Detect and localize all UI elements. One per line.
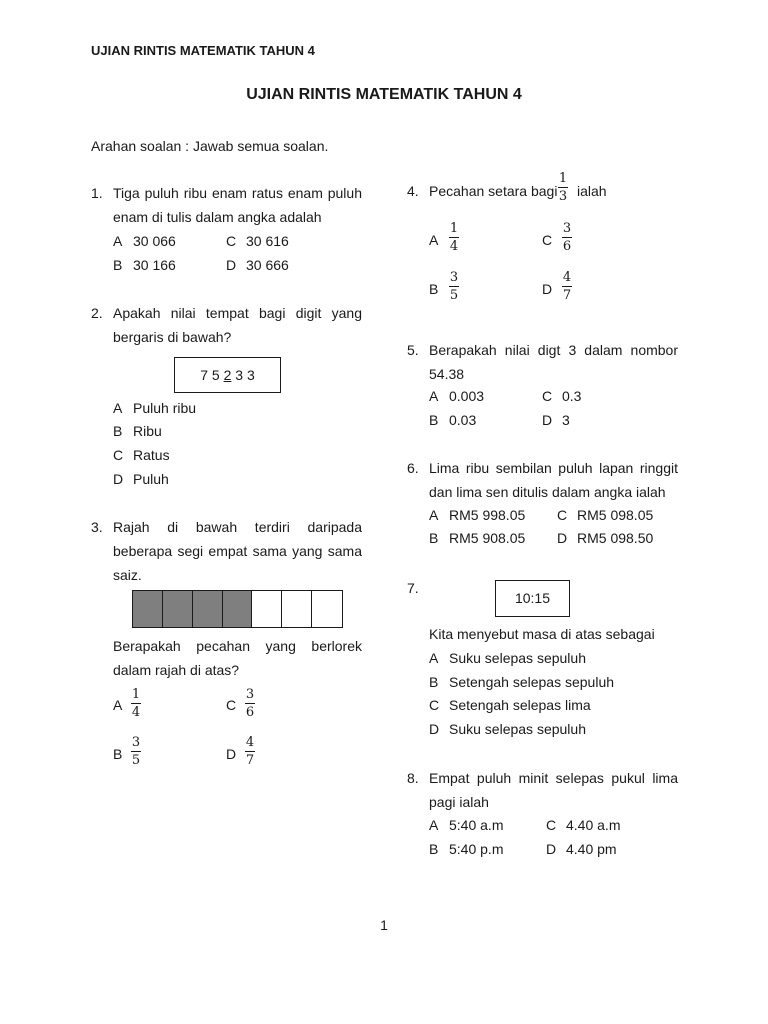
denominator: 6 <box>245 705 255 720</box>
option-letter: D <box>542 281 553 297</box>
option-a <box>113 400 196 416</box>
option-text: Puluh <box>133 471 169 487</box>
fraction <box>558 172 568 203</box>
number-box <box>174 357 281 393</box>
option-text: RM5 098.05 <box>577 507 654 523</box>
option-letter: C <box>546 817 557 833</box>
squares-diagram <box>132 590 343 628</box>
option-d <box>226 257 289 273</box>
shaded-square <box>133 591 163 627</box>
question-number: 6. <box>407 460 419 476</box>
numerator: 1 <box>558 171 568 186</box>
option-text: RM5 908.05 <box>449 530 526 546</box>
option-text: Suku selepas sepuluh <box>449 721 586 737</box>
fraction-bar <box>449 286 459 287</box>
option-c <box>542 388 581 404</box>
question-text: Lima ribu sembilan puluh lapan ringgit dan lima sen ditulis dalam angka ialah <box>429 460 678 500</box>
option-text: 0.3 <box>562 388 582 404</box>
option-c <box>429 697 591 713</box>
option-c <box>226 233 289 249</box>
denominator: 4 <box>131 705 141 720</box>
fraction-bar <box>562 286 572 287</box>
question-text: ialah <box>577 183 607 199</box>
option-letter: B <box>113 746 123 762</box>
numerator: 4 <box>245 735 255 750</box>
option-a <box>113 233 176 249</box>
option-a <box>429 507 525 523</box>
option-d <box>113 471 169 487</box>
option-letter: C <box>557 507 568 523</box>
option-letter: C <box>429 697 440 713</box>
option-letter: D <box>542 412 553 428</box>
option-c <box>557 507 653 523</box>
option-b <box>113 423 162 439</box>
option-letter: C <box>113 447 124 463</box>
option-text: Setengah selepas lima <box>449 697 591 713</box>
option-letter: B <box>429 530 439 546</box>
page-number: 1 <box>380 917 388 933</box>
option-text: Setengah selepas sepuluh <box>449 674 615 690</box>
option-text: Ratus <box>133 447 170 463</box>
option-letter: B <box>429 281 439 297</box>
option-text: 5:40 p.m <box>449 841 504 857</box>
option-letter: A <box>113 400 123 416</box>
running-header: UJIAN RINTIS MATEMATIK TAHUN 4 <box>91 43 315 58</box>
option-d <box>546 841 617 857</box>
underlined-digit: 2 <box>223 367 232 383</box>
option-letter: A <box>429 232 439 248</box>
fraction-bar <box>245 703 255 704</box>
option-letter: A <box>429 650 439 666</box>
option-letter: B <box>113 257 123 273</box>
fraction-option-c <box>562 222 572 253</box>
option-text: 4.40 pm <box>566 841 617 857</box>
option-letter: A <box>429 817 439 833</box>
shaded-square <box>223 591 253 627</box>
question-number: 4. <box>407 183 419 199</box>
number-part: 7 5 <box>200 367 224 383</box>
option-text: 30 066 <box>133 233 176 249</box>
number-part: 3 3 <box>231 367 255 383</box>
fraction-option-b <box>449 271 459 302</box>
option-letter: C <box>226 233 237 249</box>
option-letter: D <box>429 721 440 737</box>
option-letter: A <box>429 507 439 523</box>
denominator: 5 <box>449 288 459 303</box>
fraction-bar <box>449 237 459 238</box>
option-b <box>429 841 503 857</box>
question-text: Empat puluh minit selepas pukul lima pagi ialah <box>429 770 678 810</box>
option-letter: D <box>226 257 237 273</box>
option-text: RM5 998.05 <box>449 507 526 523</box>
fraction-option-b <box>131 736 141 767</box>
numerator: 3 <box>245 687 255 702</box>
question-text: Tiga puluh ribu enam ratus enam puluh enam di tulis dalam angka adalah <box>113 185 362 225</box>
denominator: 5 <box>131 753 141 768</box>
fraction-option-d <box>562 271 572 302</box>
question-text: Pecahan setara bagi <box>429 183 558 199</box>
option-d <box>429 721 586 737</box>
question-number: 5. <box>407 342 419 358</box>
fraction-option-d <box>245 736 255 767</box>
option-letter: B <box>429 674 439 690</box>
option-b <box>113 257 176 273</box>
option-c <box>113 447 170 463</box>
option-text: Suku selepas sepuluh <box>449 650 586 666</box>
option-text: 30 666 <box>246 257 289 273</box>
numerator: 1 <box>131 687 141 702</box>
option-d <box>542 412 570 428</box>
option-a <box>429 388 484 404</box>
denominator: 7 <box>245 753 255 768</box>
option-letter: D <box>546 841 557 857</box>
fraction-bar <box>562 237 572 238</box>
option-letter: D <box>226 746 237 762</box>
fraction-bar <box>558 187 568 188</box>
question-number: 1. <box>91 185 103 201</box>
fraction-option-a <box>449 222 459 253</box>
denominator: 6 <box>562 239 572 254</box>
denominator: 4 <box>449 239 459 254</box>
option-b <box>429 530 525 546</box>
option-letter: B <box>429 412 439 428</box>
option-c <box>546 817 620 833</box>
fraction-bar <box>245 751 255 752</box>
question-text: Rajah di bawah terdiri daripada beberapa segi empat sama yang sama saiz. <box>113 519 362 583</box>
option-letter: C <box>542 232 553 248</box>
numerator: 3 <box>562 221 572 236</box>
option-letter: C <box>226 697 237 713</box>
numerator: 3 <box>449 270 459 285</box>
option-letter: D <box>557 530 568 546</box>
option-letter: B <box>113 423 123 439</box>
unshaded-square <box>252 591 282 627</box>
option-text: RM5 098.50 <box>577 530 654 546</box>
shaded-square <box>163 591 193 627</box>
numerator: 1 <box>449 221 459 236</box>
fraction-option-a <box>131 688 141 719</box>
option-d <box>557 530 653 546</box>
option-b <box>429 674 614 690</box>
option-text: 0.003 <box>449 388 485 404</box>
option-text: 4.40 a.m <box>566 817 621 833</box>
option-a <box>429 817 503 833</box>
option-letter: D <box>113 471 124 487</box>
numerator: 4 <box>562 270 572 285</box>
option-text: Ribu <box>133 423 162 439</box>
question-number: 2. <box>91 305 103 321</box>
option-letter: A <box>429 388 439 404</box>
question-number: 3. <box>91 519 103 535</box>
fraction-bar <box>131 703 141 704</box>
option-b <box>429 412 476 428</box>
question-number: 7. <box>407 580 419 596</box>
option-text: 3 <box>562 412 570 428</box>
option-letter: A <box>113 697 123 713</box>
shaded-square <box>193 591 223 627</box>
option-letter: A <box>113 233 123 249</box>
option-text: 30 616 <box>246 233 289 249</box>
question-text: Apakah nilai tempat bagi digit yang bergaris di bawah? <box>113 305 362 345</box>
instruction: Arahan soalan : Jawab semua soalan. <box>91 138 329 154</box>
option-text: 30 166 <box>133 257 176 273</box>
fraction-bar <box>131 751 141 752</box>
unshaded-square <box>312 591 341 627</box>
option-text: Puluh ribu <box>133 400 197 416</box>
unshaded-square <box>282 591 312 627</box>
time-box: 10:15 <box>495 580 570 617</box>
option-letter: B <box>429 841 439 857</box>
numerator: 3 <box>131 735 141 750</box>
question-text: Kita menyebut masa di atas sebagai <box>429 626 655 642</box>
option-text: 5:40 a.m <box>449 817 504 833</box>
question-text: Berapakah nilai digt 3 dalam nombor 54.38 <box>429 342 678 382</box>
page-title: UJIAN RINTIS MATEMATIK TAHUN 4 <box>246 86 522 103</box>
option-letter: C <box>542 388 553 404</box>
question-text: Berapakah pecahan yang berlorek dalam rajah di atas? <box>113 638 362 678</box>
denominator: 7 <box>562 288 572 303</box>
question-number: 8. <box>407 770 419 786</box>
fraction-option-c <box>245 688 255 719</box>
option-a <box>429 650 586 666</box>
denominator: 3 <box>558 189 568 204</box>
option-text: 0.03 <box>449 412 477 428</box>
